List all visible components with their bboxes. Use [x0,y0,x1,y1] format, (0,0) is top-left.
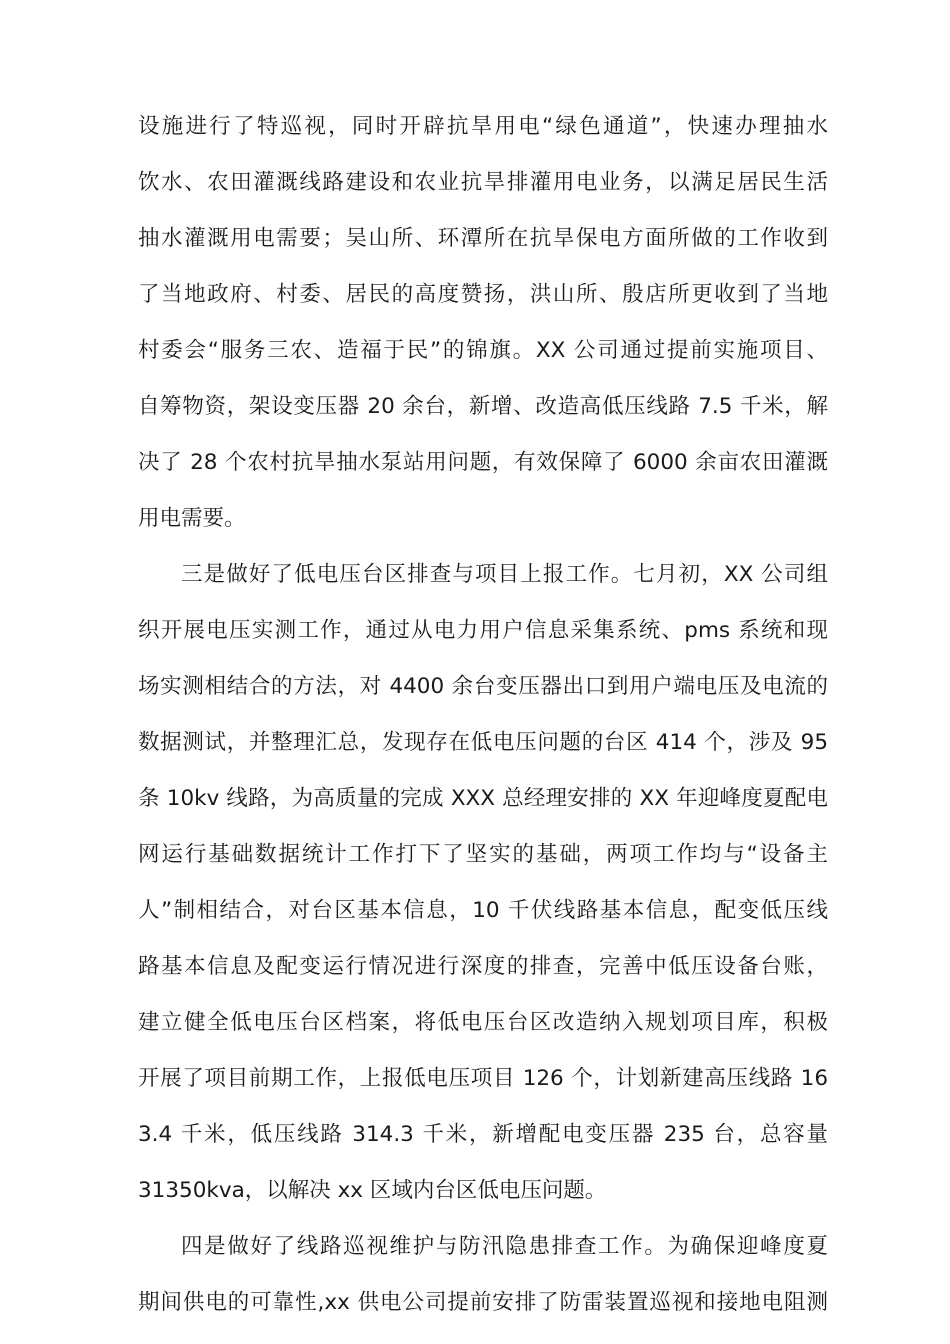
text-line: 条 10kv 线路，为高质量的完成 XXX 总经理安排的 XX 年迎峰度夏配电 [138,786,828,811]
text-line: 设施进行了特巡视，同时开辟抗旱用电“绿色通道”，快速办理抽水 [138,114,828,139]
text-line: 建立健全低电压台区档案，将低电压台区改造纳入规划项目库，积极 [138,1010,828,1035]
text-line: 决了 28 个农村抗旱抽水泵站用问题，有效保障了 6000 余亩农田灌溉 [138,450,828,475]
text-line: 路基本信息及配变运行情况进行深度的排查，完善中低压设备台账， [138,954,828,979]
text-line: 了当地政府、村委、居民的高度赞扬，洪山所、殷店所更收到了当地 [138,282,828,307]
text-line: 三是做好了低电压台区排查与项目上报工作。七月初，XX 公司组 [181,562,828,587]
text-line: 3.4 千米，低压线路 314.3 千米，新增配电变压器 235 台，总容量 [138,1122,828,1147]
text-line: 31350kva，以解决 xx 区域内台区低电压问题。 [138,1178,607,1203]
text-line: 人”制相结合，对台区基本信息，10 千伏线路基本信息，配变低压线 [138,898,828,923]
text-line: 抽水灌溉用电需要；吴山所、环潭所在抗旱保电方面所做的工作收到 [138,226,828,251]
text-line: 四是做好了线路巡视维护与防汛隐患排查工作。为确保迎峰度夏 [181,1234,828,1259]
text-line: 村委会“服务三农、造福于民”的锦旗。XX 公司通过提前实施项目、 [138,338,828,363]
text-line: 饮水、农田灌溉线路建设和农业抗旱排灌用电业务，以满足居民生活 [138,170,828,195]
text-line: 开展了项目前期工作，上报低电压项目 126 个，计划新建高压线路 16 [138,1066,828,1091]
text-line: 用电需要。 [138,506,246,531]
text-line: 场实测相结合的方法，对 4400 余台变压器出口到用户端电压及电流的 [138,674,828,699]
text-line: 自筹物资，架设变压器 20 余台，新增、改造高低压线路 7.5 千米，解 [138,394,828,419]
text-line: 期间供电的可靠性,xx 供电公司提前安排了防雷装置巡视和接地电阻测 [138,1290,828,1315]
text-line: 织开展电压实测工作，通过从电力用户信息采集系统、pms 系统和现 [138,618,828,643]
text-line: 数据测试，并整理汇总，发现存在低电压问题的台区 414 个，涉及 95 [138,730,828,755]
text-line: 网运行基础数据统计工作打下了坚实的基础，两项工作均与“设备主 [138,842,828,867]
